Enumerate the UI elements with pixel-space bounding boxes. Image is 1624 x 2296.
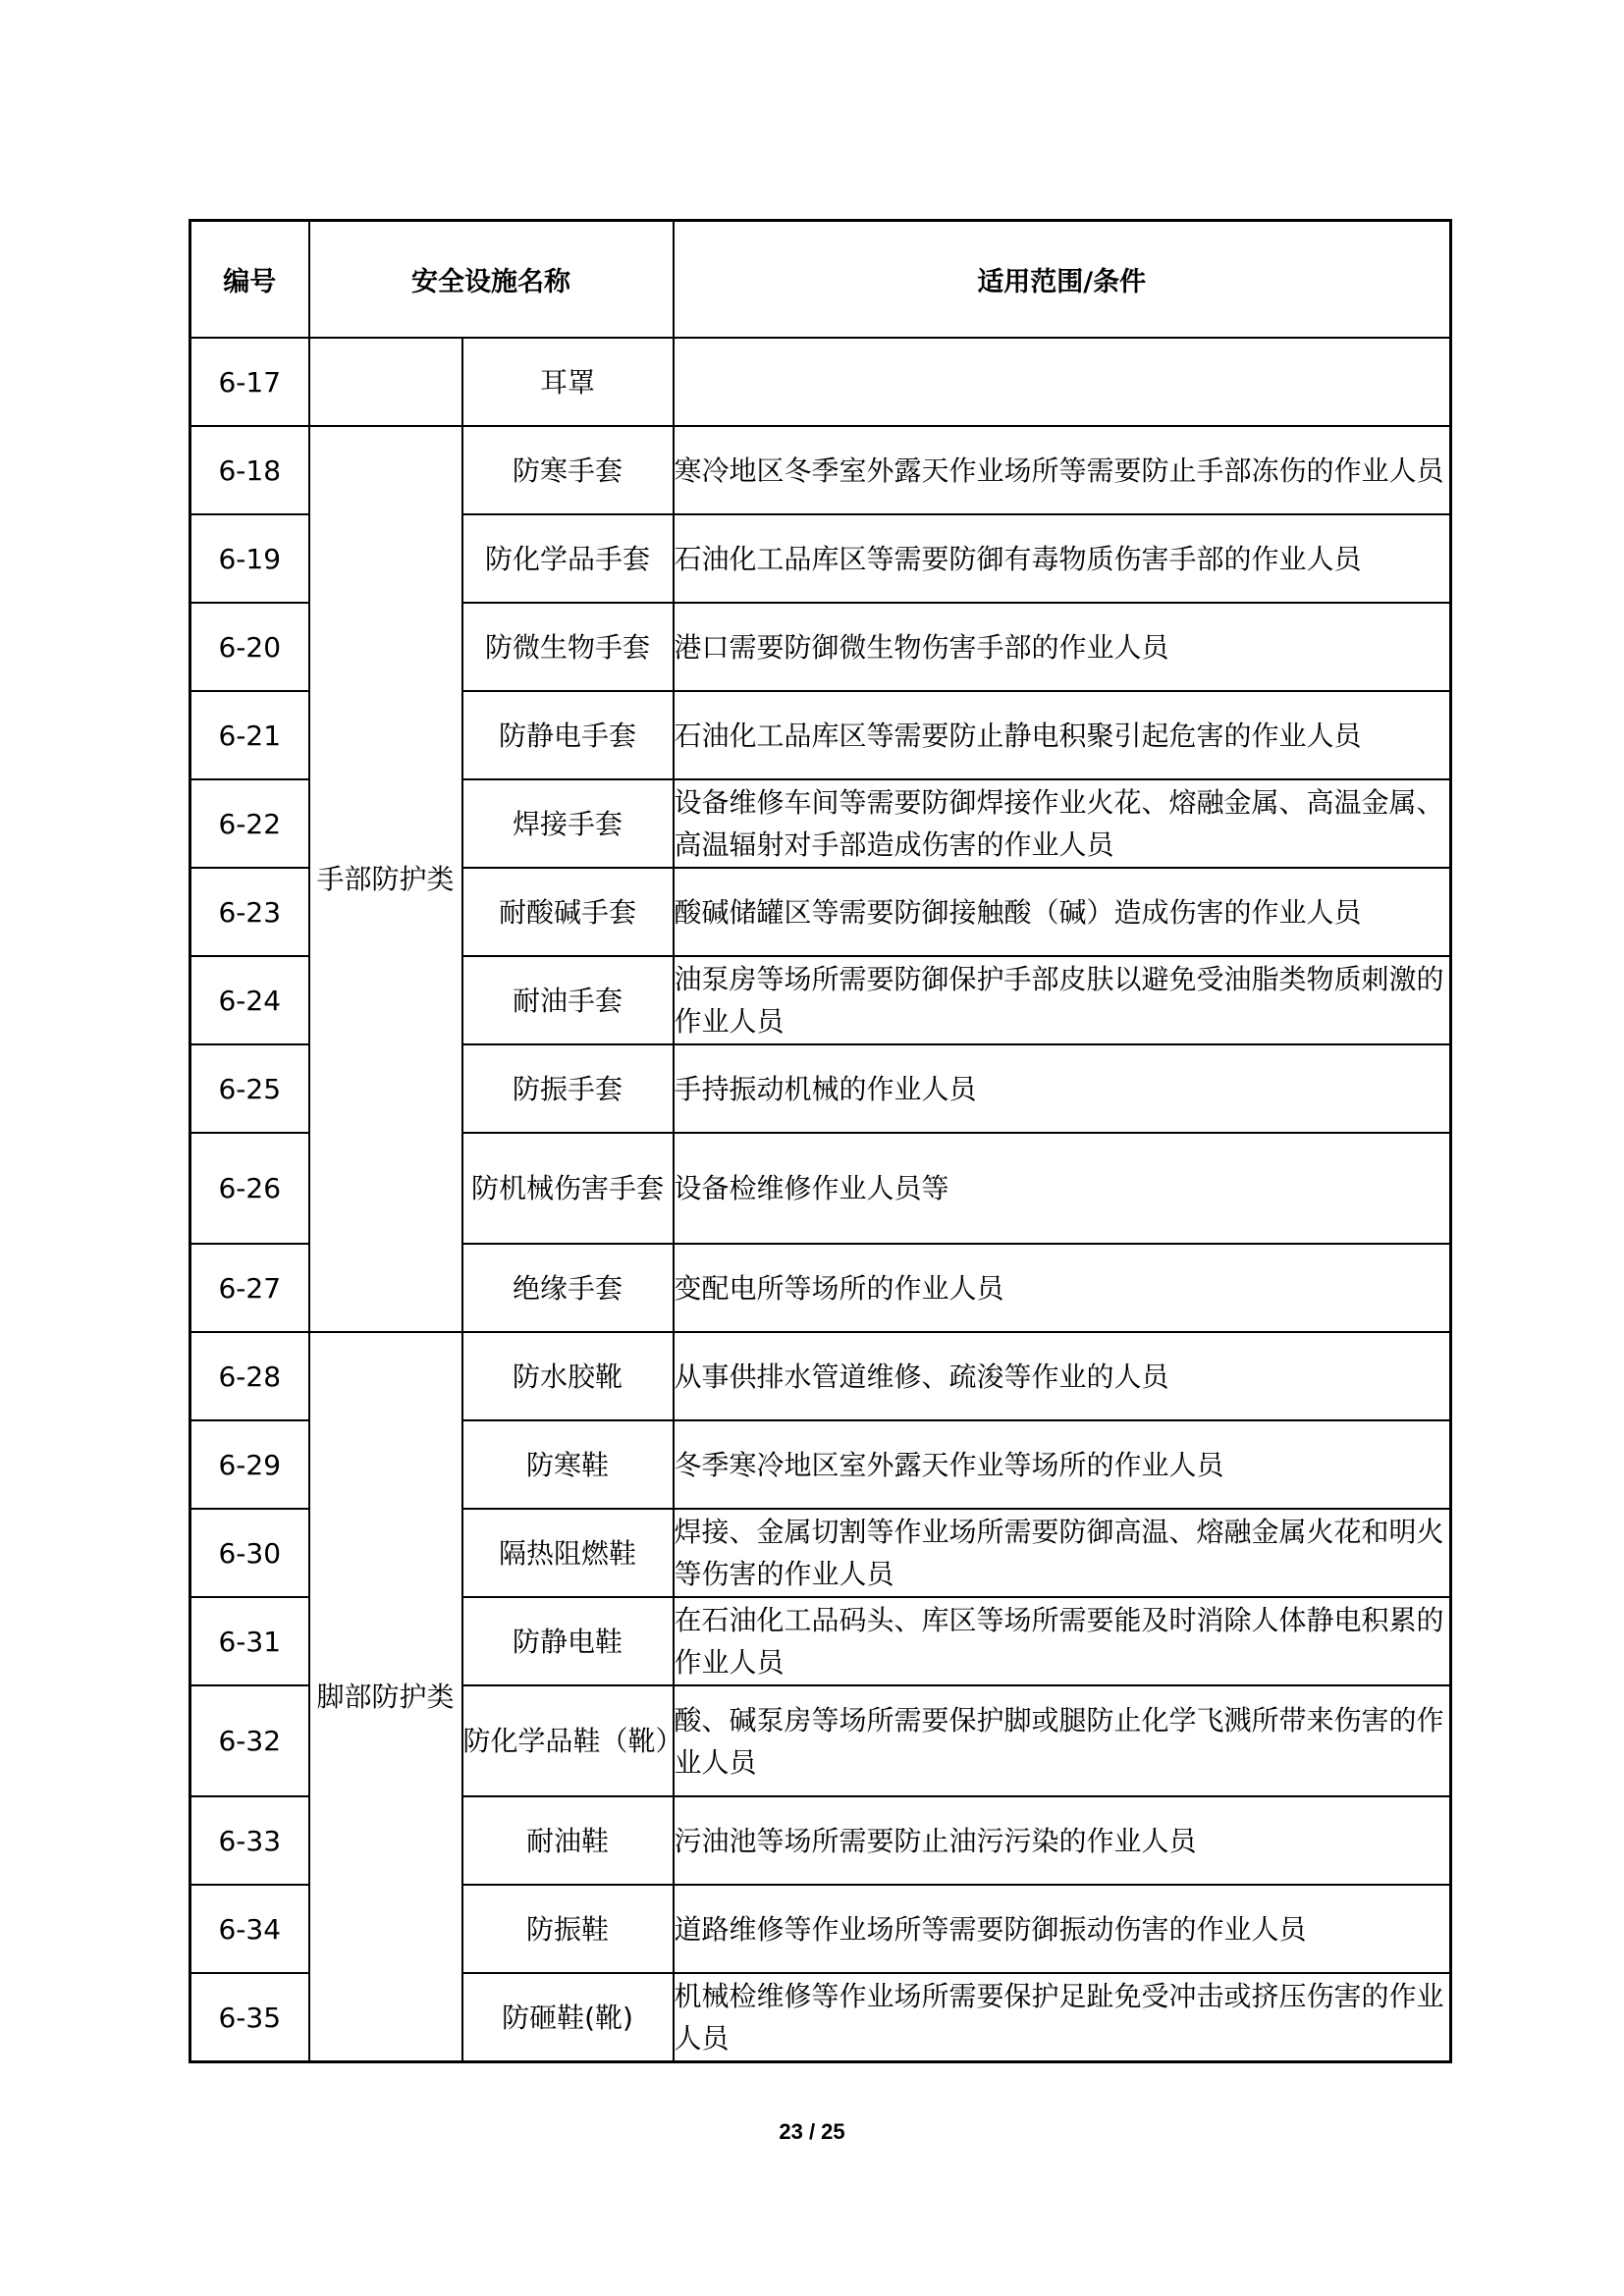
facility-name: 防振鞋 [462,1885,674,1973]
scope-description: 污油池等场所需要防止油污污染的作业人员 [674,1796,1451,1885]
facility-name: 防化学品鞋（靴） [462,1685,674,1796]
scope-description: 手持振动机械的作业人员 [674,1044,1451,1133]
facility-name: 防寒鞋 [462,1420,674,1509]
scope-description: 石油化工品库区等需要防御有毒物质伤害手部的作业人员 [674,514,1451,603]
facility-table-container [189,219,1449,2063]
row-number: 6-19 [190,514,309,603]
row-number: 6-21 [190,691,309,779]
facility-name: 绝缘手套 [462,1244,674,1332]
header-scope: 适用范围/条件 [674,221,1451,339]
scope-description: 酸碱储罐区等需要防御接触酸（碱）造成伤害的作业人员 [674,868,1451,956]
scope-description: 设备检维修作业人员等 [674,1133,1451,1244]
scope-description [674,338,1451,426]
facility-name: 防寒手套 [462,426,674,514]
header-number: 编号 [190,221,309,339]
facility-name: 防砸鞋(靴) [462,1973,674,2062]
facility-name: 耐油鞋 [462,1796,674,1885]
row-number: 6-25 [190,1044,309,1133]
row-number: 6-28 [190,1332,309,1420]
table-row [190,1332,1451,1420]
row-number: 6-17 [190,338,309,426]
scope-description: 设备维修车间等需要防御焊接作业火花、熔融金属、高温金属、高温辐射对手部造成伤害的作业人员 [674,779,1451,868]
scope-description: 石油化工品库区等需要防止静电积聚引起危害的作业人员 [674,691,1451,779]
table-row [190,338,1451,426]
scope-description: 焊接、金属切割等作业场所需要防御高温、熔融金属火花和明火等伤害的作业人员 [674,1509,1451,1597]
facility-name: 焊接手套 [462,779,674,868]
facility-name: 防微生物手套 [462,603,674,691]
scope-description: 酸、碱泵房等场所需要保护脚或腿防止化学飞溅所带来伤害的作业人员 [674,1685,1451,1796]
facility-name: 防水胶靴 [462,1332,674,1420]
row-number: 6-20 [190,603,309,691]
facility-name: 耳罩 [462,338,674,426]
row-number: 6-26 [190,1133,309,1244]
row-number: 6-27 [190,1244,309,1332]
scope-description: 冬季寒冷地区室外露天作业等场所的作业人员 [674,1420,1451,1509]
scope-description: 机械检维修等作业场所需要保护足趾免受冲击或挤压伤害的作业人员 [674,1973,1451,2062]
row-number: 6-33 [190,1796,309,1885]
scope-description: 港口需要防御微生物伤害手部的作业人员 [674,603,1451,691]
row-number: 6-34 [190,1885,309,1973]
row-number: 6-31 [190,1597,309,1685]
category-foot-protection: 脚部防护类 [309,1332,462,2062]
row-number: 6-30 [190,1509,309,1597]
category-cell-empty [309,338,462,426]
row-number: 6-18 [190,426,309,514]
table-row [190,426,1451,514]
facility-name: 防静电鞋 [462,1597,674,1685]
scope-description: 油泵房等场所需要防御保护手部皮肤以避免受油脂类物质刺激的作业人员 [674,956,1451,1044]
facility-name: 防机械伤害手套 [462,1133,674,1244]
row-number: 6-35 [190,1973,309,2062]
facility-name: 隔热阻燃鞋 [462,1509,674,1597]
page-number: 23 / 25 [779,2119,845,2144]
row-number: 6-23 [190,868,309,956]
row-number: 6-32 [190,1685,309,1796]
facility-name: 耐酸碱手套 [462,868,674,956]
facility-name: 防静电手套 [462,691,674,779]
category-hand-protection: 手部防护类 [309,426,462,1332]
table-header-row [190,221,1451,339]
facility-name: 防振手套 [462,1044,674,1133]
header-facility-name: 安全设施名称 [309,221,674,339]
row-number: 6-29 [190,1420,309,1509]
scope-description: 寒冷地区冬季室外露天作业场所等需要防止手部冻伤的作业人员 [674,426,1451,514]
facility-name: 耐油手套 [462,956,674,1044]
scope-description: 道路维修等作业场所等需要防御振动伤害的作业人员 [674,1885,1451,1973]
facility-name: 防化学品手套 [462,514,674,603]
scope-description: 变配电所等场所的作业人员 [674,1244,1451,1332]
row-number: 6-22 [190,779,309,868]
scope-description: 从事供排水管道维修、疏浚等作业的人员 [674,1332,1451,1420]
row-number: 6-24 [190,956,309,1044]
scope-description: 在石油化工品码头、库区等场所需要能及时消除人体静电积累的作业人员 [674,1597,1451,1685]
safety-facility-table [189,219,1452,2063]
